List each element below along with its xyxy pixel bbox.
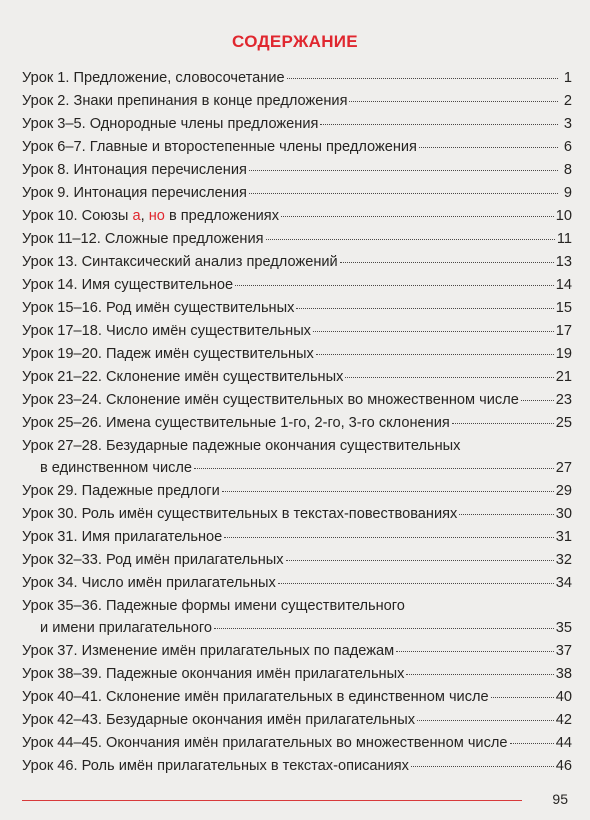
toc-entry-page: 44 — [555, 735, 572, 751]
conjunction-a: а — [132, 208, 141, 224]
toc-entry — [22, 206, 572, 229]
dot-leader — [286, 560, 554, 561]
toc-title: СОДЕРЖАНИЕ — [232, 32, 358, 51]
toc-entry-page: 38 — [555, 666, 572, 682]
label-prefix: Урок 10. Союзы — [22, 208, 133, 224]
toc-entry-label: Урок 19–20. Падеж имён существительных — [22, 346, 314, 362]
toc-entry — [22, 481, 572, 504]
toc-entry-page: 21 — [555, 369, 572, 385]
dot-leader — [296, 308, 553, 309]
toc-entry — [22, 756, 572, 779]
dot-leader — [396, 651, 554, 652]
dot-leader — [411, 766, 554, 767]
toc-entry — [22, 733, 572, 756]
toc-entry — [22, 710, 572, 733]
toc-entry — [22, 114, 572, 137]
toc-entry-page: 19 — [555, 346, 572, 362]
toc-entry — [22, 573, 572, 596]
toc-entry-label: Урок 3–5. Однородные члены предложения — [22, 116, 319, 132]
toc-entry-page: 1 — [563, 70, 572, 86]
toc-entry-label: Урок 9. Интонация перечисления — [22, 185, 247, 201]
toc-entry — [22, 436, 572, 481]
toc-entry-page: 15 — [555, 300, 572, 316]
toc-entry-page: 9 — [563, 185, 572, 201]
toc-entry-page: 11 — [556, 231, 572, 247]
dot-leader — [316, 354, 554, 355]
toc-entry-label-continued: в единственном числе — [40, 460, 193, 476]
toc-entry — [22, 229, 572, 252]
toc-entry-page: 25 — [555, 415, 572, 431]
dot-leader — [320, 124, 558, 125]
toc-entry — [22, 137, 572, 160]
toc-entry-page: 34 — [555, 575, 572, 591]
toc-entry-label: Урок 40–41. Склонение имён прилагательных в единственном числе — [22, 689, 489, 705]
toc-entry-page: 32 — [555, 552, 572, 568]
toc-entry — [22, 527, 572, 550]
toc-entry-label: Урок 35–36. Падежные формы имени существительного — [22, 598, 405, 614]
toc-entry — [22, 252, 572, 275]
toc-entry-label: Урок 34. Число имён прилагательных — [22, 575, 276, 591]
table-of-contents — [22, 68, 572, 779]
toc-entry-label: Урок 6–7. Главные и второстепенные члены предложения — [22, 139, 417, 155]
dot-leader — [417, 720, 554, 721]
dot-leader — [345, 377, 553, 378]
toc-entry-page: 23 — [555, 392, 572, 408]
toc-entry — [22, 275, 572, 298]
dot-leader — [340, 262, 554, 263]
toc-entry — [22, 664, 572, 687]
toc-entry-label: Урок 23–24. Склонение имён существительных во множественном числе — [22, 392, 519, 408]
toc-entry-page: 10 — [555, 208, 572, 224]
toc-entry-page: 30 — [555, 506, 572, 522]
toc-entry — [22, 550, 572, 573]
toc-entry-label: Урок 21–22. Склонение имён существительных — [22, 369, 344, 385]
dot-leader — [281, 216, 554, 217]
conjunction-no: но — [148, 208, 165, 224]
dot-leader — [452, 423, 554, 424]
page-number: 95 — [552, 791, 568, 807]
toc-entry-page: 40 — [555, 689, 572, 705]
dot-leader — [406, 674, 553, 675]
toc-entry — [22, 160, 572, 183]
toc-entry — [22, 596, 572, 641]
dot-leader — [510, 743, 554, 744]
toc-entry — [22, 68, 572, 91]
toc-entry-page: 8 — [563, 162, 572, 178]
toc-entry-label: Урок 17–18. Число имён существительных — [22, 323, 311, 339]
toc-entry — [22, 321, 572, 344]
dot-leader — [419, 147, 558, 148]
toc-entry-label: Урок 31. Имя прилагательное — [22, 529, 223, 545]
toc-entry-page: 3 — [563, 116, 572, 132]
toc-entry-label: Урок 46. Роль имён прилагательных в текстах-описаниях — [22, 758, 409, 774]
toc-entry-page: 17 — [555, 323, 572, 339]
toc-entry-label: Урок 32–33. Род имён прилагательных — [22, 552, 284, 568]
toc-entry — [22, 641, 572, 664]
toc-entry — [22, 91, 572, 114]
dot-leader — [491, 697, 554, 698]
label-suffix: в предложениях — [164, 208, 280, 224]
toc-entry-label: Урок 44–45. Окончания имён прилагательных во множественном числе — [22, 735, 508, 751]
toc-entry — [22, 504, 572, 527]
toc-entry-label: Урок 25–26. Имена существительные 1-го, 2-го, 3-го склонения — [22, 415, 450, 431]
toc-entry-label: Урок 11–12. Сложные предложения — [22, 231, 264, 247]
toc-entry-label-continued: и имени прилагательного — [40, 620, 212, 636]
toc-entry-page: 13 — [555, 254, 572, 270]
footer-rule — [22, 800, 522, 801]
conjunction-separator: , — [140, 208, 149, 224]
dot-leader — [249, 170, 558, 171]
dot-leader — [521, 400, 554, 401]
toc-entry — [22, 344, 572, 367]
toc-entry-page: 29 — [555, 483, 572, 499]
toc-entry-page: 35 — [555, 620, 572, 636]
dot-leader — [278, 583, 554, 584]
dot-leader — [235, 285, 554, 286]
toc-entry — [22, 687, 572, 710]
toc-entry-label: Урок 1. Предложение, словосочетание — [22, 70, 285, 86]
toc-entry — [22, 390, 572, 413]
dot-leader — [222, 491, 554, 492]
dot-leader — [313, 331, 554, 332]
toc-entry-label: Урок 14. Имя существительное — [22, 277, 234, 293]
toc-entry-label: Урок 30. Роль имён существительных в текстах-повествованиях — [22, 506, 458, 522]
toc-entry-page: 37 — [555, 643, 572, 659]
toc-entry-page: 31 — [555, 529, 572, 545]
toc-entry-page: 14 — [555, 277, 572, 293]
dot-leader — [194, 468, 554, 469]
toc-entry — [22, 183, 572, 206]
toc-entry-page: 27 — [555, 460, 572, 476]
toc-entry-label: Урок 29. Падежные предлоги — [22, 483, 220, 499]
toc-entry-label — [22, 208, 279, 225]
dot-leader — [459, 514, 553, 515]
dot-leader — [287, 78, 558, 79]
toc-entry-page: 46 — [555, 758, 572, 774]
toc-entry-label: Урок 15–16. Род имён существительных — [22, 300, 295, 316]
toc-entry-page: 6 — [563, 139, 572, 155]
toc-entry-label: Урок 13. Синтаксический анализ предложений — [22, 254, 338, 270]
toc-entry-label: Урок 42–43. Безударные окончания имён прилагательных — [22, 712, 416, 728]
dot-leader — [224, 537, 553, 538]
dot-leader — [349, 101, 558, 102]
toc-entry-page: 42 — [555, 712, 572, 728]
toc-entry-page: 2 — [563, 93, 572, 109]
toc-entry-label: Урок 38–39. Падежные окончания имён прилагательных — [22, 666, 405, 682]
toc-entry-label: Урок 8. Интонация перечисления — [22, 162, 247, 178]
dot-leader — [249, 193, 558, 194]
toc-entry-label: Урок 37. Изменение имён прилагательных по падежам — [22, 643, 395, 659]
toc-entry — [22, 367, 572, 390]
dot-leader — [214, 628, 554, 629]
toc-entry-label: Урок 27–28. Безударные падежные окончания существительных — [22, 438, 461, 454]
dot-leader — [266, 239, 555, 240]
toc-entry-label: Урок 2. Знаки препинания в конце предложения — [22, 93, 348, 109]
toc-entry — [22, 413, 572, 436]
toc-entry — [22, 298, 572, 321]
